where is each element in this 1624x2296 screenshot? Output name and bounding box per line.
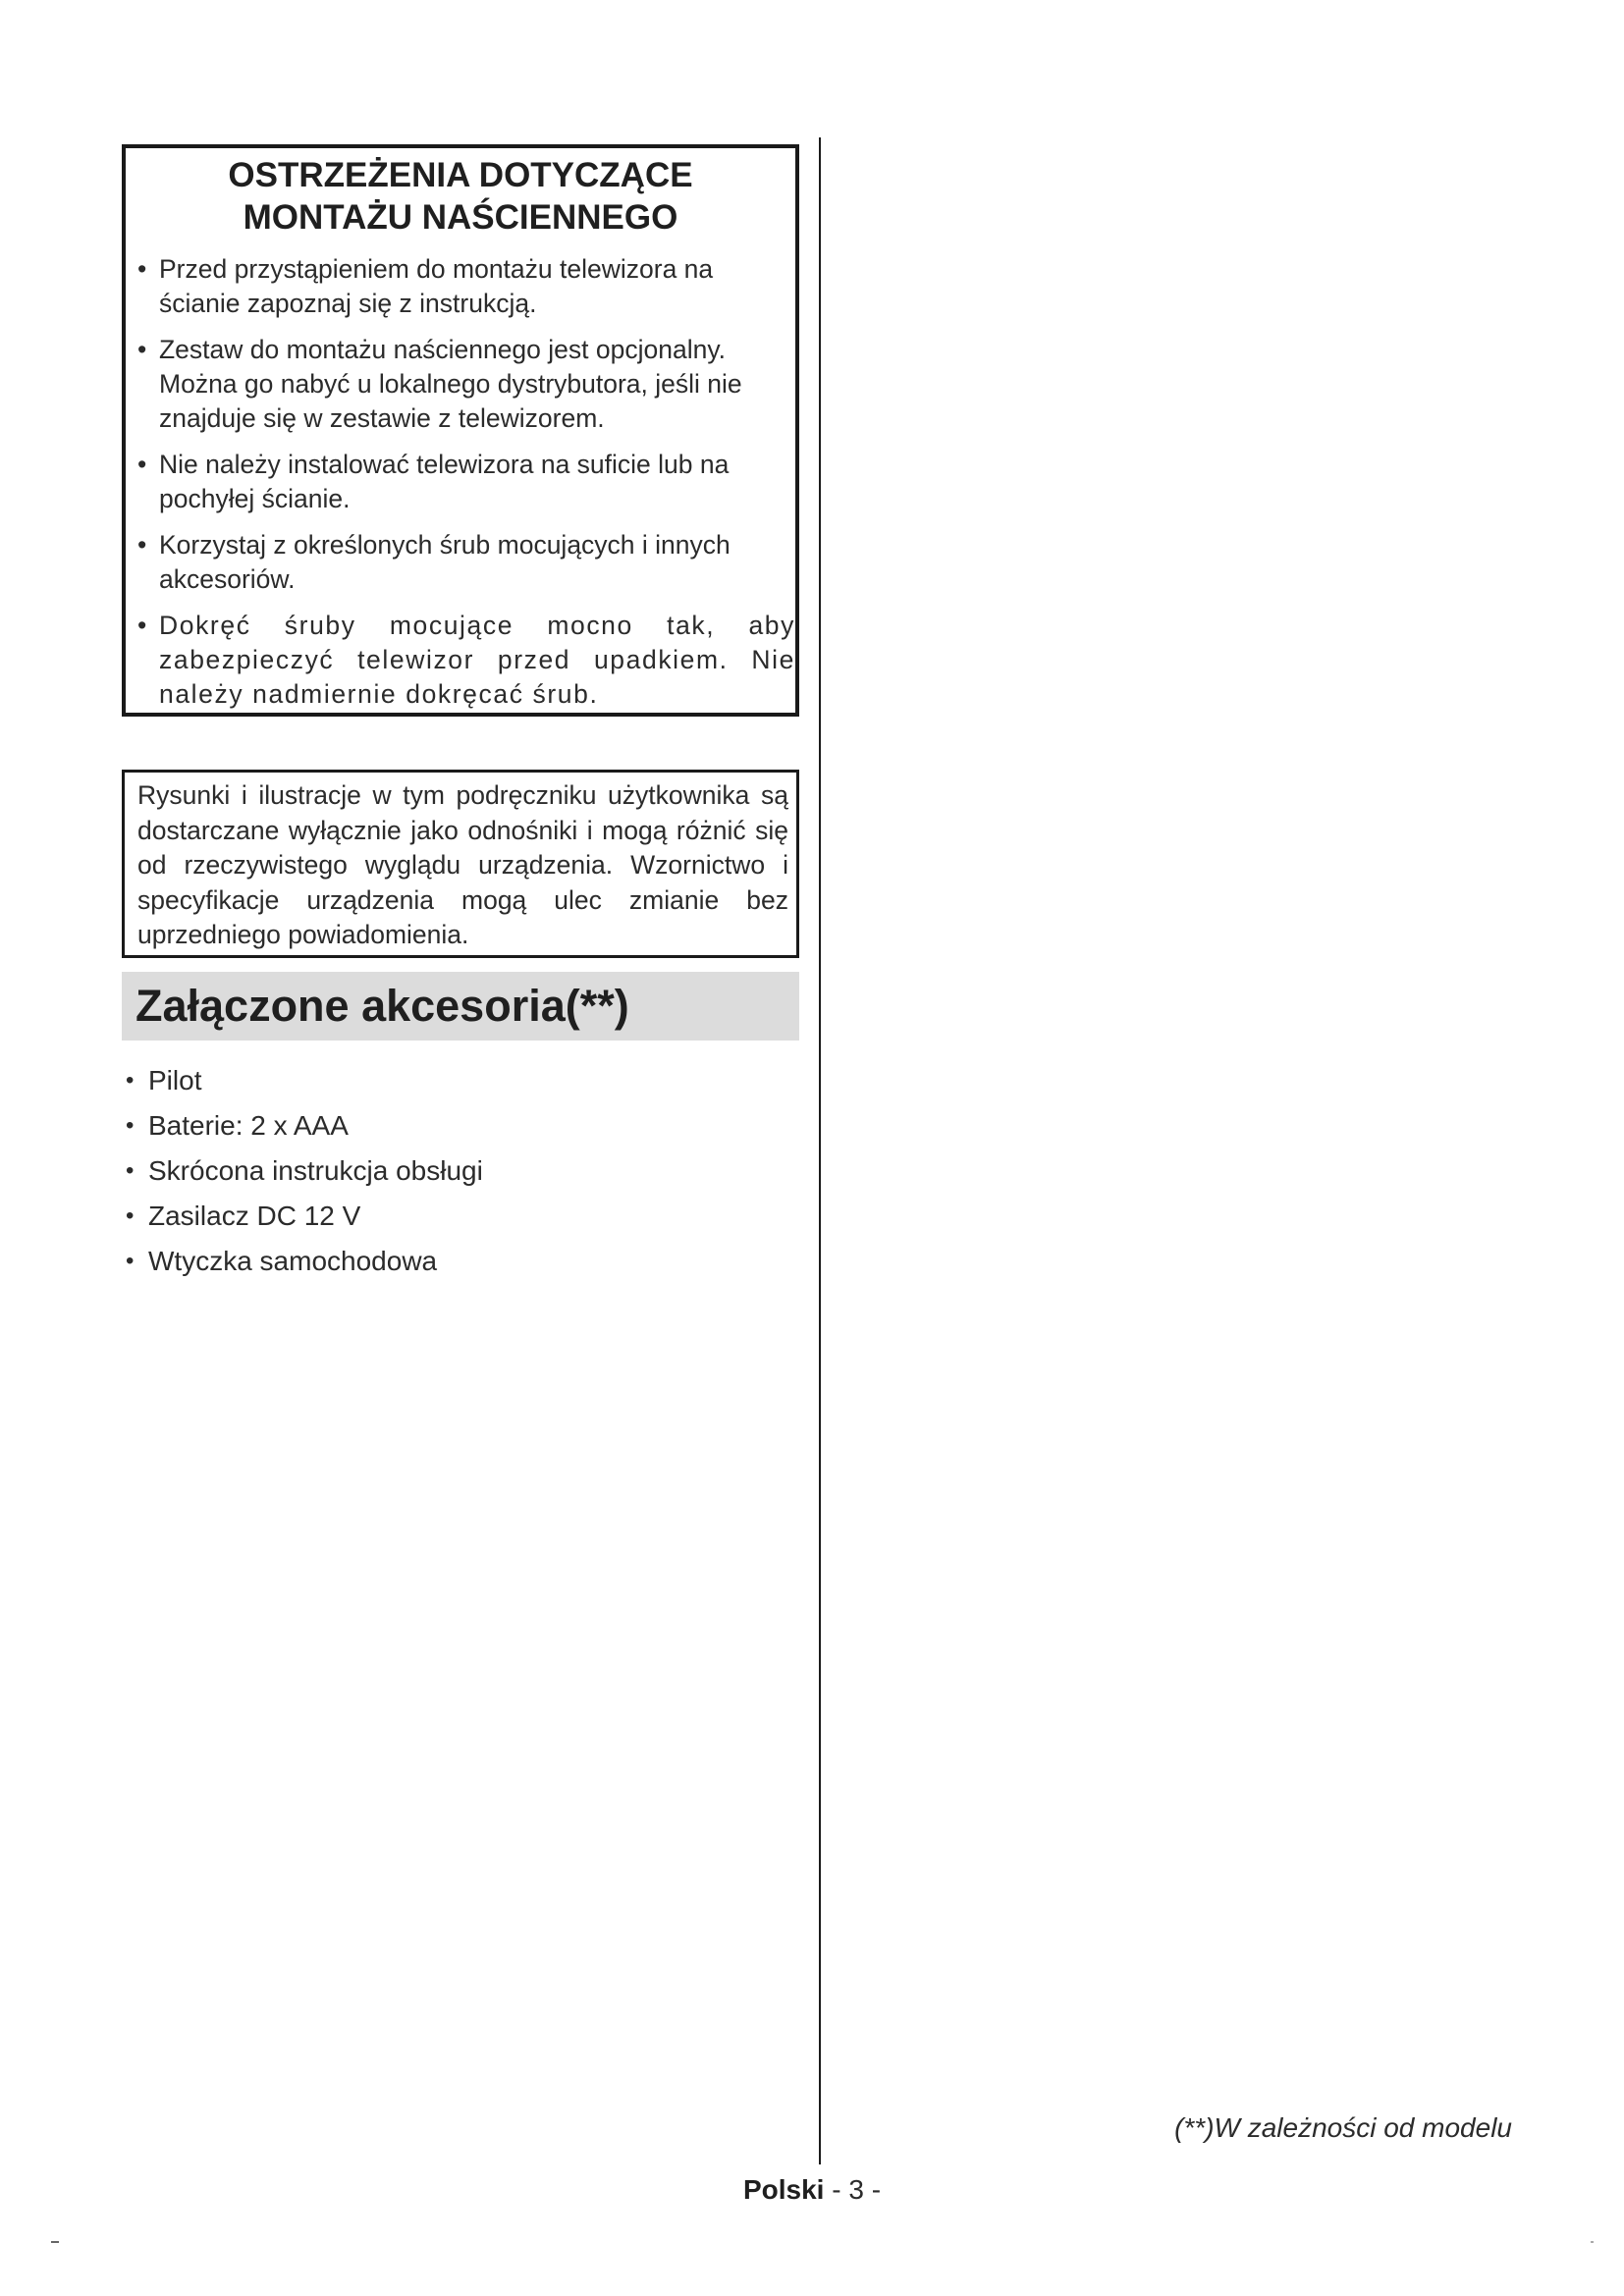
- list-item: • Pilot: [122, 1058, 799, 1103]
- list-item: • Skrócona instrukcja obsługi: [122, 1148, 799, 1194]
- list-item: • Zasilacz DC 12 V: [122, 1194, 799, 1239]
- list-item: • Wtyczka samochodowa: [122, 1239, 799, 1284]
- warning-item: • Nie należy instalować telewizora na suficie lub na pochyłej ścianie.: [135, 448, 795, 516]
- list-item: • Baterie: 2 x AAA: [122, 1103, 799, 1148]
- scan-mark-left: [51, 2241, 59, 2243]
- warning-item: • Dokręć śruby mocujące mocno tak, aby zabezpieczyć telewizor przed upadkiem. Nie należy nadmiernie dokręcać śrub.: [135, 609, 795, 712]
- warning-list: [126, 252, 795, 712]
- page-number: - 3 -: [824, 2174, 882, 2205]
- accessories-list: [122, 1058, 799, 1284]
- accessories-heading: Załączone akcesoria(**): [122, 972, 799, 1041]
- warning-item: • Przed przystąpieniem do montażu telewizora na ścianie zapoznaj się z instrukcją.: [135, 252, 795, 321]
- warning-item: • Zestaw do montażu naściennego jest opcjonalny. Można go nabyć u lokalnego dystrybutora, jeśli nie znajduje się w zestawie z telewizorem.: [135, 333, 795, 436]
- wall-mount-warning-box: [122, 144, 799, 717]
- footer-language: Polski: [742, 2174, 825, 2205]
- page-footer: [0, 2174, 1624, 2206]
- model-footnote: (**)W zależności od modelu: [1174, 2112, 1512, 2143]
- warning-title-line2: MONTAŻU NAŚCIENNEGO: [243, 198, 678, 237]
- illustration-notice-box: [122, 770, 799, 958]
- warning-item: • Korzystaj z określonych śrub mocujących i innych akcesoriów.: [135, 528, 795, 597]
- column-divider: [819, 137, 821, 2164]
- warning-title: [126, 154, 795, 239]
- warning-title-line1: OSTRZEŻENIA DOTYCZĄCE: [228, 156, 693, 194]
- scan-mark-right: [1591, 2241, 1594, 2243]
- notice-text: Rysunki i ilustracje w tym podręczniku użytkownika są dostarczane wyłącznie jako odnośniki i mogą różnić się od rzeczywistego wyglądu urządzenia. Wzornictwo i specyfikacje urządzenia mogą ulec zmianie bez uprzedniego powiadomienia.: [137, 780, 788, 949]
